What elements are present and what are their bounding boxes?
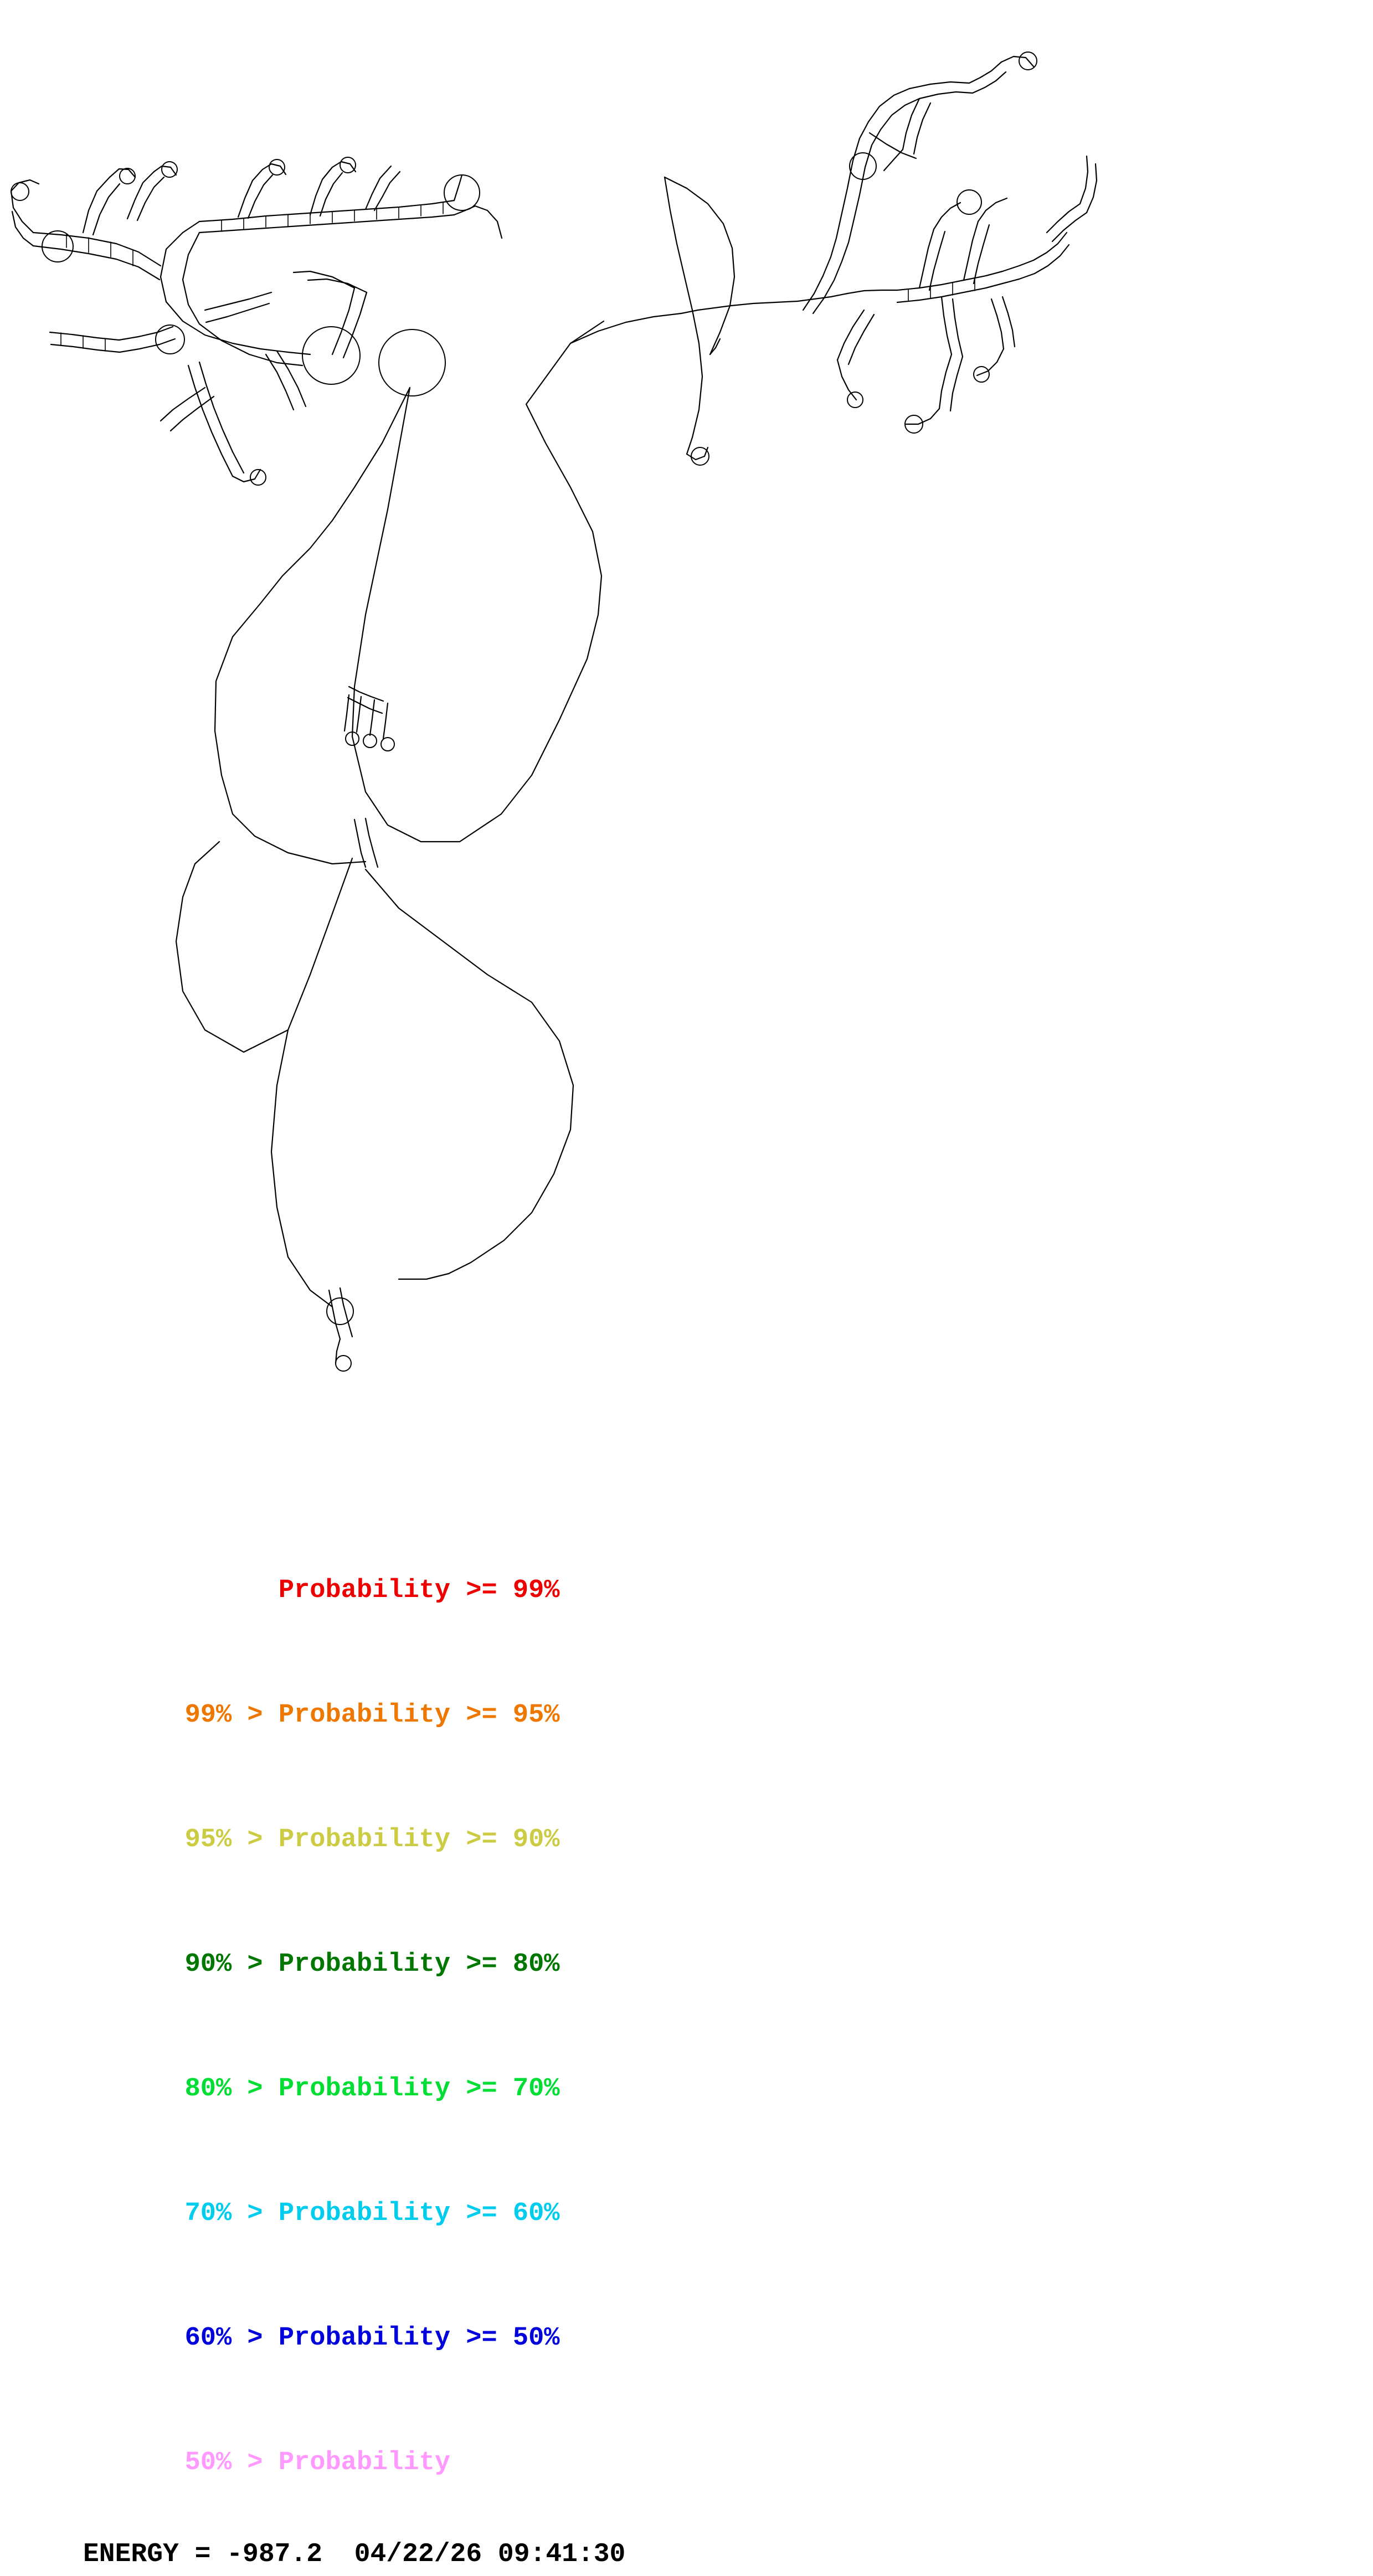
left-branch-16: [320, 173, 342, 216]
legend-row: [0, 2027, 1373, 2151]
nucleotide-circles: [11, 52, 1037, 1371]
backbone-upper-1: [570, 313, 681, 343]
multiloop-outline-2: [215, 388, 410, 864]
legend-label: Probability: [278, 2448, 451, 2477]
right-branch-12: [903, 99, 919, 150]
backbone-upper-2: [681, 306, 731, 313]
left-hairpin-1: [11, 180, 39, 191]
left-branch-21: [475, 206, 502, 238]
right-branch-28: [950, 357, 963, 411]
left-branch-28: [50, 332, 119, 340]
multiloop-outline-4: [366, 869, 573, 1274]
right-branch-20: [929, 231, 945, 290]
backbone-upper-3: [731, 301, 798, 306]
legend-label: Probability >= 50%: [278, 2323, 560, 2353]
right-branch-30: [849, 315, 874, 364]
left-branch-1: [161, 221, 199, 302]
mid-helix-right: [665, 177, 734, 354]
right-branch-16: [986, 274, 1035, 288]
right-backbone-1: [897, 276, 986, 290]
lower-stem-5: [370, 700, 374, 735]
left-branch-2: [183, 233, 199, 324]
left-branch-15: [310, 167, 332, 215]
left-branch-35: [171, 396, 214, 431]
left-branch-18: [374, 172, 400, 210]
legend-row: [0, 2276, 1373, 2400]
left-branch-37: [277, 351, 306, 406]
right-branch-7: [909, 82, 969, 89]
right-branch-26: [953, 299, 963, 357]
energy-timestamp-footer: ENERGY = -987.2 04/22/26 09:41:30: [83, 2539, 626, 2569]
left-branch-32: [188, 365, 233, 476]
left-branch-25: [308, 279, 367, 292]
right-branch-31: [837, 360, 856, 400]
right-branch-4: [853, 130, 881, 224]
lower-stem-8: [366, 818, 378, 867]
left-hairpin-5: [332, 162, 356, 172]
legend-label: Probability >= 90%: [278, 1825, 560, 1854]
right-branch-36: [1080, 156, 1088, 204]
right-branch-8: [919, 92, 973, 99]
legend-label: Probability >= 70%: [278, 2074, 560, 2104]
right-branch-21: [934, 203, 960, 229]
legend-prefix: 95% >: [184, 1825, 279, 1854]
mid-link: [710, 339, 720, 354]
legend-label: Probability >= 95%: [278, 1701, 560, 1730]
right-branch-5: [868, 89, 909, 122]
right-branch-29: [837, 310, 864, 360]
left-branch-3: [166, 302, 310, 354]
multiloop-outline-6: [399, 1274, 449, 1279]
right-branch-34: [1047, 204, 1080, 233]
mid-helix-left: [665, 177, 702, 454]
right-branch-13: [914, 103, 930, 154]
left-branch-12: [137, 177, 164, 220]
left-hairpin-3: [154, 166, 176, 175]
legend-prefix: 60% >: [184, 2323, 279, 2353]
legend-row: [0, 1902, 1373, 2027]
right-branch-35: [1052, 213, 1087, 241]
left-branch-22: [332, 288, 354, 354]
left-branch-4: [199, 324, 302, 365]
right-branch-23: [974, 225, 989, 284]
probability-legend: [0, 1528, 1373, 2576]
legend-prefix: 50% >: [184, 2448, 279, 2477]
legend-row: [0, 1528, 1373, 1653]
left-branch-7: [11, 191, 33, 233]
right-hairpin-3: [977, 349, 1004, 375]
right-branch-6: [881, 99, 919, 130]
right-branch-27: [939, 354, 952, 409]
left-hairpin-6: [233, 470, 260, 482]
lower-stem-6: [383, 703, 388, 739]
legend-row: [0, 2400, 1373, 2525]
left-branch-6: [33, 246, 160, 280]
legend-prefix: 70% >: [184, 2199, 279, 2228]
lower-stem-7: [354, 820, 366, 867]
left-branch-26: [205, 292, 271, 310]
right-branch-11: [973, 72, 1006, 93]
right-branch-33: [1002, 297, 1015, 347]
right-branch-17: [1033, 233, 1067, 260]
right-branch-24: [978, 198, 1007, 221]
left-branch-31: [120, 339, 175, 352]
legend-label: Probability >= 99%: [278, 1576, 560, 1605]
left-long-helix-bottom: [199, 215, 454, 233]
legend-label: Probability >= 60%: [278, 2199, 560, 2228]
left-branch-30: [119, 327, 173, 340]
basepair-ticks: [61, 203, 975, 351]
legend-label: Probability >= 80%: [278, 1950, 560, 1979]
right-hairpin-1: [1001, 56, 1033, 66]
multiloop-outline-3: [176, 842, 352, 1052]
left-branch-27: [206, 303, 269, 322]
right-branch-25: [942, 297, 952, 354]
right-branch-14: [884, 150, 903, 171]
right-branch-2: [813, 224, 853, 313]
structure-strokes: [11, 52, 1097, 1371]
legend-prefix: 80% >: [184, 2074, 279, 2104]
backbone-upper-5: [847, 290, 897, 293]
right-branch-15: [986, 260, 1033, 276]
left-branch-23: [343, 292, 367, 358]
lower-stem-3: [344, 695, 349, 731]
legend-row: [0, 1653, 1373, 1778]
legend-prefix: 90% >: [184, 1950, 279, 1979]
left-branch-34: [161, 388, 205, 421]
multiloop-outline-5: [271, 1030, 332, 1307]
legend-row: [0, 2151, 1373, 2276]
multiloop-outline-1: [352, 321, 604, 842]
right-branch-32: [991, 299, 1004, 349]
legend-prefix: 99% >: [184, 1701, 279, 1730]
left-branch-19: [454, 175, 462, 200]
lower-stem-10: [340, 1288, 352, 1337]
legend-row: [0, 1778, 1373, 1902]
